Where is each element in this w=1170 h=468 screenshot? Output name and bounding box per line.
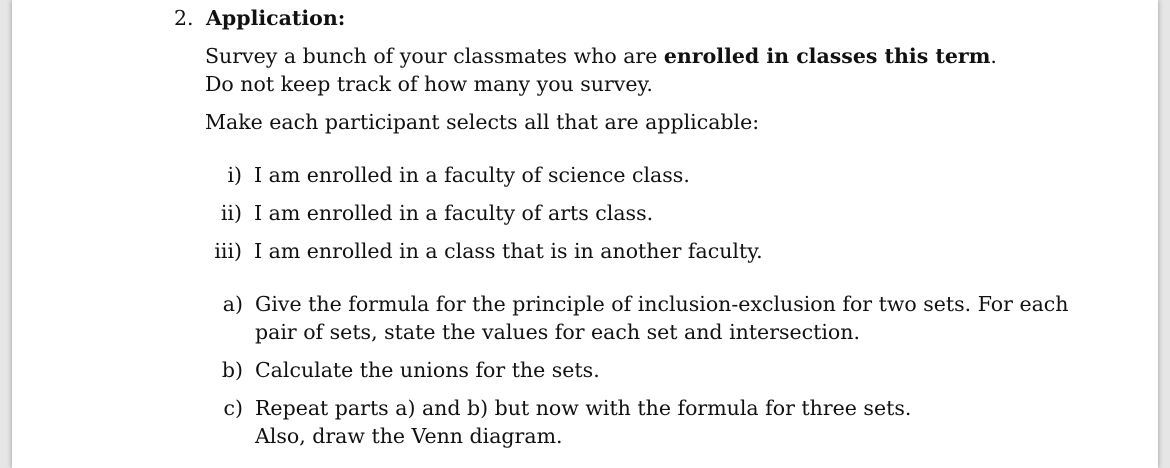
option-label: iii) — [214, 239, 242, 263]
part-text: Repeat parts a) and b) but now with the formula for three sets. — [255, 396, 912, 420]
intro-line-1-bold: enrolled in classes this term — [663, 44, 991, 68]
part-text: Give the formula for the principle of inclusion-exclusion for two sets. For each — [255, 292, 1069, 316]
document-page — [12, 0, 1158, 468]
problem-title: Application: — [206, 6, 346, 30]
part-text-continued: Also, draw the Venn diagram. — [255, 424, 563, 448]
intro-line-2: Do not keep track of how many you survey. — [205, 72, 653, 96]
option-text: I am enrolled in a faculty of science class. — [254, 163, 690, 187]
option-text: I am enrolled in a faculty of arts class. — [254, 201, 654, 225]
option-label: i) — [227, 163, 242, 187]
intro-line-1 — [205, 43, 997, 69]
option-text: I am enrolled in a class that is in another faculty. — [254, 239, 763, 263]
part-label: c) — [223, 396, 243, 420]
intro-line-1-text: Survey a bunch of your classmates who are — [205, 44, 664, 68]
part-text: Calculate the unions for the sets. — [255, 358, 600, 382]
part-label: b) — [221, 358, 243, 382]
intro-line-1-end: . — [990, 44, 997, 68]
problem-number: 2. — [174, 6, 194, 30]
part-text-continued: pair of sets, state the values for each set and intersection. — [255, 320, 860, 344]
instruction-text: Make each participant selects all that are applicable: — [205, 110, 760, 134]
part-label: a) — [222, 292, 243, 316]
option-label: ii) — [220, 201, 242, 225]
